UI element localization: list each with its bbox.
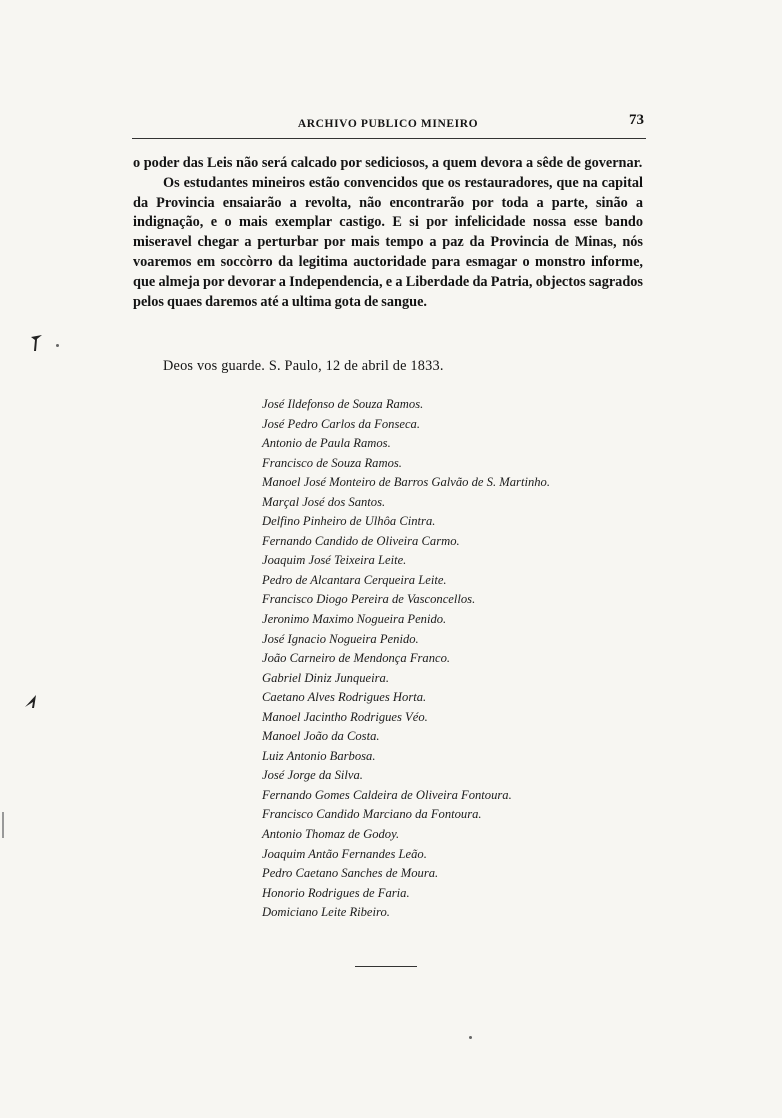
signature-line: Manoel Jacintho Rodrigues Véo. — [262, 709, 428, 724]
margin-mark-icon — [24, 694, 38, 710]
running-title: ARCHIVO PUBLICO MINEIRO — [297, 118, 479, 130]
closing-line: Deos vos guarde. S. Paulo, 12 de abril de 1833. — [163, 358, 444, 374]
signature-list — [262, 395, 662, 923]
signature-line: José Jorge da Silva. — [262, 768, 363, 783]
end-rule — [355, 966, 417, 967]
signature-line: Francisco Diogo Pereira de Vasconcellos. — [262, 592, 476, 607]
signature-line: Manoel José Monteiro de Barros Galvão de S. Martinho. — [262, 475, 550, 490]
signature-line: Jeronimo Maximo Nogueira Penido. — [262, 612, 447, 627]
speck — [56, 344, 59, 347]
signature-line: José Ildefonso de Souza Ramos. — [262, 397, 424, 411]
running-header — [132, 112, 644, 136]
signature-line: Domiciano Leite Ribeiro. — [262, 905, 390, 920]
signature-line: Caetano Alves Rodrigues Horta. — [262, 690, 427, 705]
signature-line: Delfino Pinheiro de Ulhôa Cintra. — [262, 514, 436, 529]
signature-line: Francisco Candido Marciano da Fontoura. — [262, 807, 482, 822]
signature-line: José Pedro Carlos da Fonseca. — [262, 416, 420, 431]
signature-line: Fernando Candido de Oliveira Carmo. — [262, 533, 460, 548]
paragraph-1: o poder das Leis não será calcado por sediciosos, a quem devora a sêde de governar. — [133, 155, 643, 171]
page-number: 73 — [629, 112, 644, 128]
signature-line: Pedro Caetano Sanches de Moura. — [262, 866, 439, 881]
paragraph-2: Os estudantes mineiros estão convencidos que os restauradores, que na capital da Provincia ensaiarão a revolta, não encontrarão por toda a parte, sinão a indignação, e o mais exemplar castigo. E si por infelicidade nossa esse bando miseravel chegar a perturbar por mais tempo a paz da Provincia de Minas, nós voaremos em soccòrro da legitima auctoridade para esmagar o monstro informe, que almeja por devorar a Independencia, e a Liberdade da Patria, objectos sagrados pelos quaes daremos até a ultima gota de sangue. — [133, 174, 643, 310]
signature-line: Honorio Rodrigues de Faria. — [262, 885, 410, 900]
signature-line: Antonio Thomaz de Godoy. — [262, 827, 400, 842]
scan-edge — [2, 812, 4, 838]
signature-line: Marçal José dos Santos. — [262, 494, 386, 509]
signature-line: Antonio de Paula Ramos. — [262, 436, 391, 451]
signature-line: Manoel João da Costa. — [262, 729, 380, 744]
signature-line: Gabriel Diniz Junqueira. — [262, 670, 389, 685]
signature-line: Francisco de Souza Ramos. — [262, 455, 402, 470]
signature-line: Luiz Antonio Barbosa. — [262, 748, 376, 763]
speck — [469, 1036, 472, 1039]
signature-line: Joaquim José Teixeira Leite. — [262, 553, 407, 568]
signature-line: Joaquim Antão Fernandes Leão. — [262, 846, 427, 861]
signature-line: Fernando Gomes Caldeira de Oliveira Fontoura. — [262, 787, 512, 802]
signature-line: José Ignacio Nogueira Penido. — [262, 631, 419, 646]
header-rule — [132, 138, 646, 139]
margin-mark-icon — [30, 334, 44, 354]
body-text — [133, 154, 643, 312]
signature-line: Pedro de Alcantara Cerqueira Leite. — [262, 572, 447, 587]
signature-line: João Carneiro de Mendonça Franco. — [262, 651, 451, 666]
